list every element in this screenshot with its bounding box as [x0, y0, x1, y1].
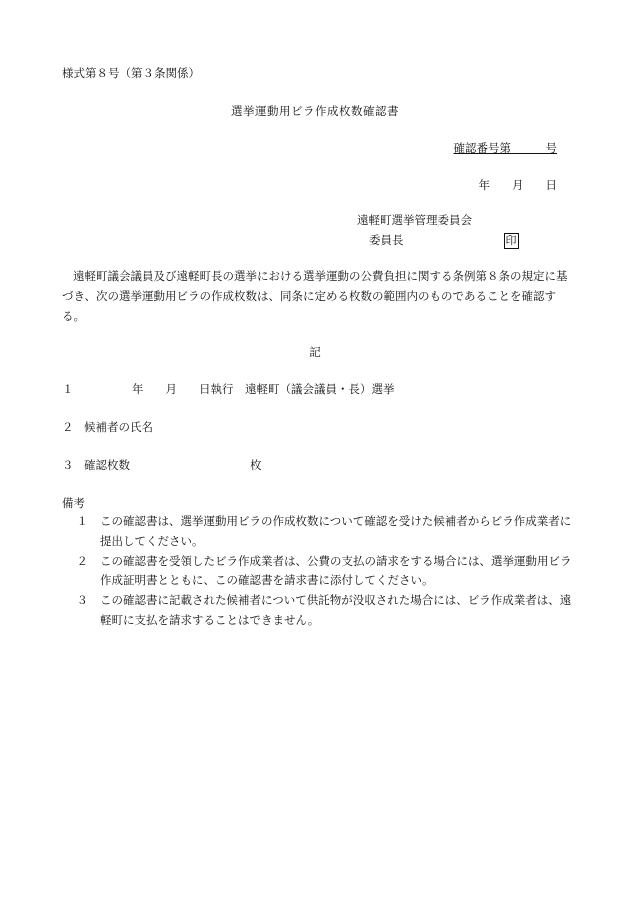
remark-number: ３ [76, 593, 88, 608]
item-day: 日執行 [199, 382, 234, 396]
item-number: ３ [62, 458, 74, 472]
seal-mark: 印 [505, 234, 517, 247]
date-line [479, 176, 558, 194]
remark-item [62, 552, 582, 592]
date-day: 日 [545, 178, 557, 192]
committee-name: 遠軽町選挙管理委員会 [357, 213, 472, 227]
form-number: 様式第８号（第３条関係） [62, 66, 200, 80]
item-election-text: 遠軽町（議会議員・長）選挙 [245, 382, 395, 396]
chair-title: 委員長 [369, 233, 404, 247]
chair-row [369, 231, 519, 249]
item-month: 月 [165, 382, 177, 396]
remark-item [62, 591, 582, 631]
item-year: 年 [132, 382, 144, 396]
body-text: 遠軽町議会議員及び遠軽町長の選挙における選挙運動の公費負担に関する条例第８条の規定に基づき、次の選挙運動用ビラの作成枚数は、同条に定める枚数の範囲内のものであることを確認する。 [62, 269, 568, 323]
item-election-date [62, 380, 395, 398]
item-label: 確認枚数 [84, 458, 130, 472]
remark-number: ２ [76, 553, 88, 568]
item-confirmed-count [62, 456, 262, 474]
item-unit: 枚 [250, 458, 262, 472]
date-year: 年 [478, 178, 490, 192]
item-label: 候補者の氏名 [84, 420, 153, 434]
remarks-list [62, 512, 582, 631]
remark-text: この確認書に記載された候補者について供託物が没収された場合には、ビラ作成業者は、遠軽町に支払を請求することはできません。 [100, 593, 572, 627]
remark-text: この確認書を受領したビラ作成業者は、公費の支払の請求をする場合には、選挙運動用ビラ作成証明書とともに、この確認書を請求書に添付してください。 [100, 553, 572, 588]
ki-heading: 記 [309, 345, 321, 359]
document-title: 選挙運動用ビラ作成枚数確認書 [231, 104, 399, 118]
confirmation-number: 確認番号第 号 [453, 141, 557, 155]
item-candidate-name [62, 418, 153, 436]
remark-item [62, 512, 582, 552]
remark-text: この確認書は、選挙運動用ビラの作成枚数について確認を受けた候補者からビラ作成業者に提出してください。 [100, 514, 572, 548]
item-number: ２ [62, 420, 74, 434]
remarks-heading: 備考 [62, 496, 85, 510]
date-month: 月 [512, 178, 524, 192]
remark-number: １ [76, 514, 88, 528]
item-number: １ [62, 382, 74, 396]
